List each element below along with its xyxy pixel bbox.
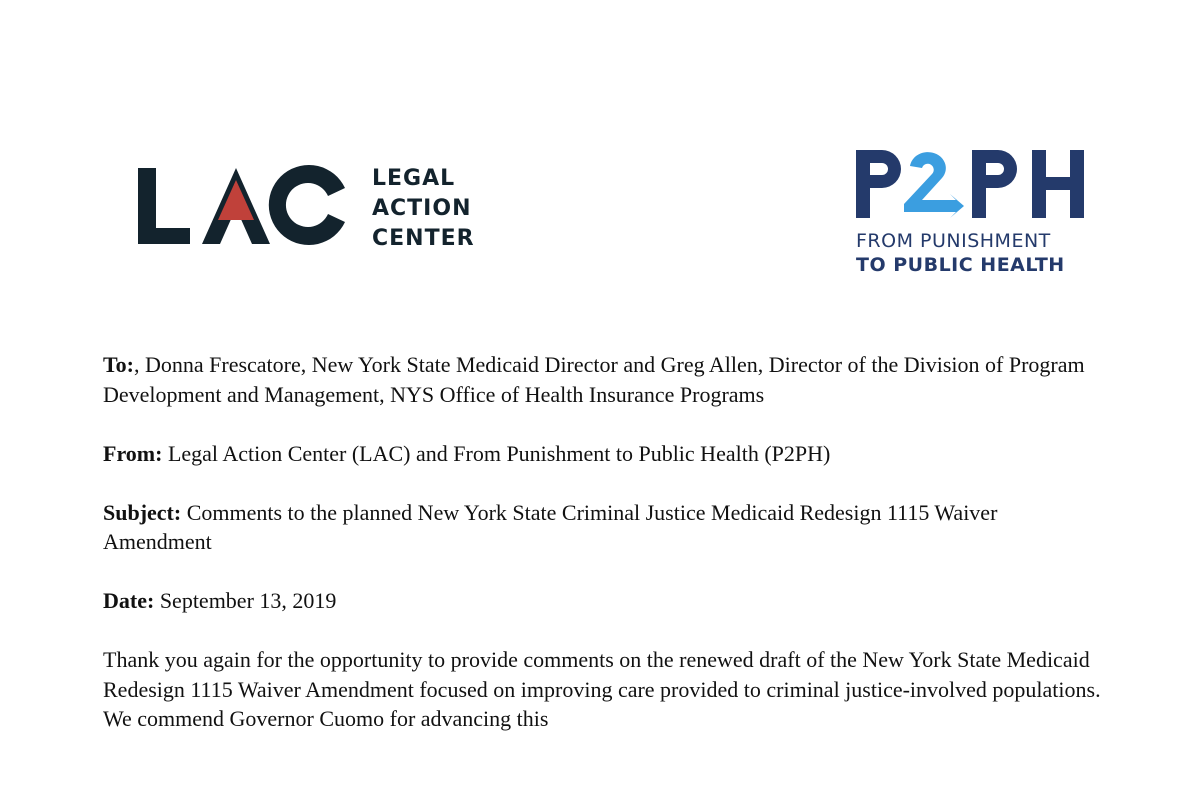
lac-logo [136, 160, 486, 250]
memo-to-text: , Donna Frescatore, New York State Medicaid Director and Greg Allen, Director of the Division of Program Development and Management, NYS Office of Health Insurance Programs [103, 352, 1085, 407]
memo-from-label: From: [103, 440, 163, 466]
p2ph-monogram [852, 148, 1088, 220]
lac-monogram [136, 164, 350, 246]
lac-word-legal: LEGAL [372, 166, 456, 191]
memo-to-label: To: [103, 352, 134, 377]
memo-to [103, 350, 1103, 409]
memo-date-label: Date: [103, 588, 155, 613]
memo-paragraph: Thank you again for the opportunity to provide comments on the renewed draft of the New York State Medicaid Redesign 1115 Waiver Amendment focused on improving care provided to criminal justice-involved populations. We commend Governor Cuomo for advancing this [103, 647, 1101, 731]
memo-subject [103, 498, 1103, 557]
memo-date [103, 586, 1103, 616]
p2ph-tagline-line2: TO PUBLIC HEALTH [856, 254, 1065, 276]
memo-subject-text: Comments to the planned New York State Criminal Justice Medicaid Redesign 1115 Waiver Amendment [103, 499, 998, 554]
p2ph-tagline-line1: FROM PUNISHMENT [856, 230, 1051, 252]
memo-from-text: Legal Action Center (LAC) and From Punishment to Public Health (P2PH) [162, 440, 831, 466]
lac-word-action: ACTION [372, 196, 472, 221]
lac-wordmark [372, 164, 475, 254]
memo-subject-label: Subject: [103, 499, 182, 525]
memo-body [103, 350, 1103, 763]
p2ph-logo [852, 148, 1092, 278]
memo-date-text: September 13, 2019 [154, 588, 337, 613]
memo-from [103, 439, 1103, 469]
lac-word-center: CENTER [372, 226, 475, 251]
